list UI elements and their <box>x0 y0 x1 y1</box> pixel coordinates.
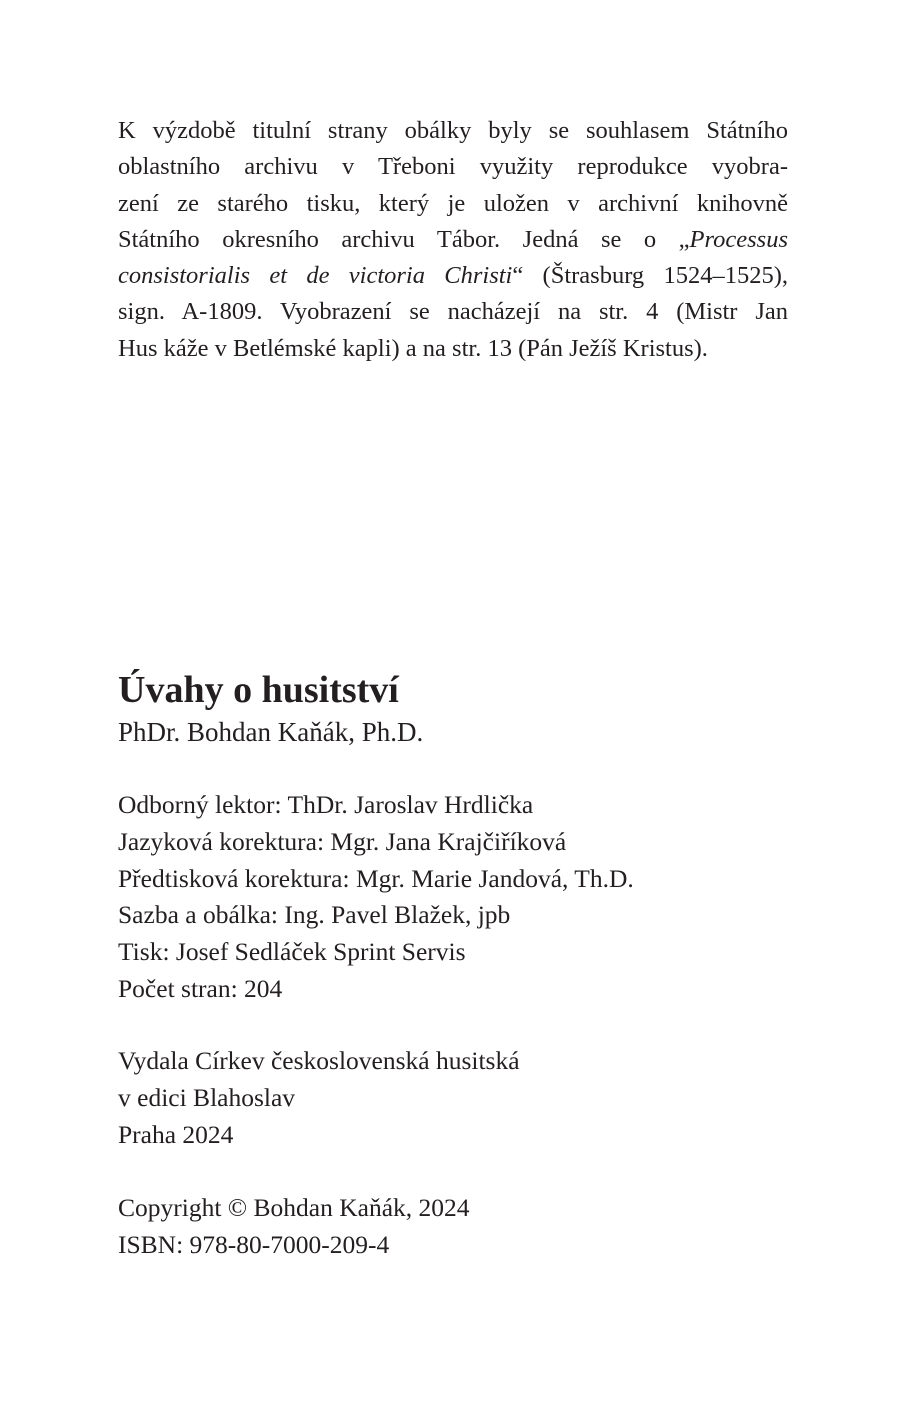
cover-decoration-note <box>118 113 788 367</box>
note-line: zení ze starého tisku, který je uložen v archivní knihovně <box>118 189 788 217</box>
book-title: Úvahy o husitství <box>118 669 399 711</box>
source-title-italic: Processus <box>689 225 788 253</box>
publisher-info <box>118 1042 520 1153</box>
credit-line: Počet stran: 204 <box>118 973 283 1003</box>
note-line: sign. A-1809. Vyobrazení se nacházejí na str. 4 (Mistr Jan <box>118 298 788 326</box>
isbn-line: ISBN: 978-80-7000-209-4 <box>118 1230 390 1259</box>
publisher-line: Vydala Církev československá husitská <box>118 1046 520 1075</box>
credit-line: Jazyková korektura: Mgr. Jana Krajčiříková <box>118 826 567 856</box>
note-line: Hus káže v Betlémské kapli) a na str. 13 (Pán Ježíš Kristus). <box>118 334 708 362</box>
publisher-line: v edici Blahoslav <box>118 1083 296 1112</box>
credit-line: Sazba a obálka: Ing. Pavel Blažek, jpb <box>118 900 511 930</box>
publisher-line: Praha 2024 <box>118 1120 234 1149</box>
source-title-italic: consistorialis et de victoria Christi <box>118 262 513 290</box>
credit-line: Tisk: Josef Sedláček Sprint Servis <box>118 937 466 967</box>
note-line-text: Státního okresního archivu Tábor. Jedná se o „ <box>118 225 690 253</box>
credit-line: Odborný lektor: ThDr. Jaroslav Hrdlička <box>118 790 534 819</box>
note-line: oblastního archivu v Třeboni využity reprodukce vyobra- <box>118 153 788 181</box>
credit-line: Předtisková korektura: Mgr. Marie Jandová, Th.D. <box>118 863 634 893</box>
book-heading <box>118 666 423 750</box>
copyright-info <box>118 1189 470 1263</box>
book-author: PhDr. Bohdan Kaňák, Ph.D. <box>118 717 424 747</box>
note-line <box>118 222 788 258</box>
note-line <box>118 258 788 294</box>
copyright-line: Copyright © Bohdan Kaňák, 2024 <box>118 1193 470 1222</box>
credits-list <box>118 787 634 1008</box>
note-line: K výzdobě titulní strany obálky byly se souhlasem Státního <box>118 117 788 144</box>
note-line-text: “ (Štrasburg 1524–1525), <box>512 262 788 290</box>
